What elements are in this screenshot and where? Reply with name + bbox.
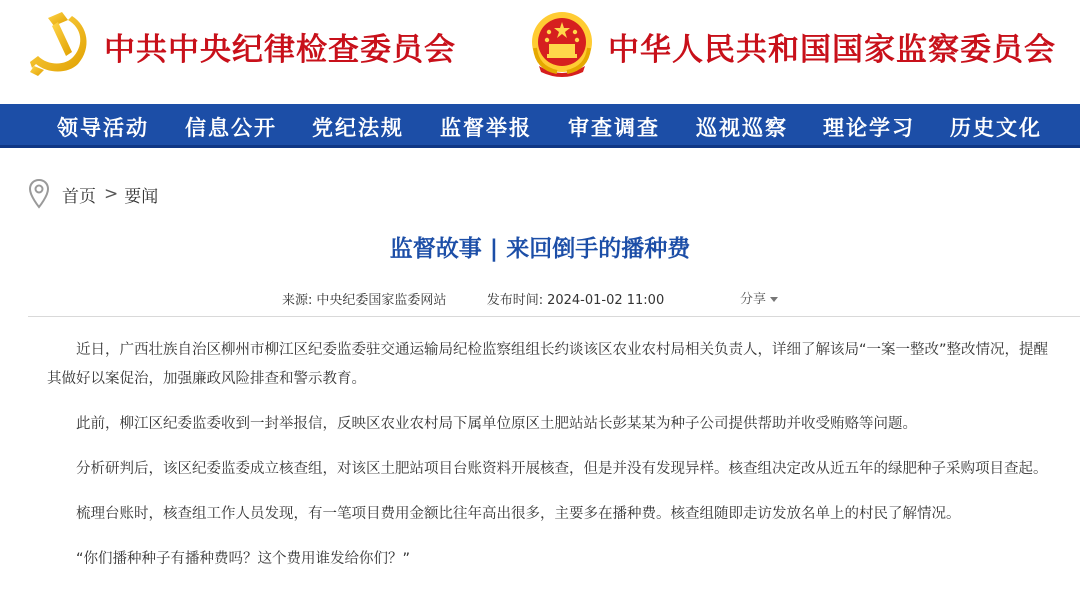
article-body <box>47 336 1057 590</box>
nav-item-regulations[interactable]: 党纪法规 <box>312 115 404 140</box>
source-value: 中央纪委国家监委网站 <box>316 293 447 308</box>
article-paragraph: 近日，广西壮族自治区柳州市柳江区纪委监委驻交通运输局纪检监察组组长约谈该区农业农村局相关负责人，详细了解该局“一案一整改”整改情况，提醒其做好以案促治，加强廉政风险排查和警示教育。 <box>47 342 1049 387</box>
article-meta <box>282 289 668 308</box>
share-label: 分享 <box>740 292 767 307</box>
breadcrumb-home-link[interactable]: 首页 <box>62 186 96 207</box>
nav-item-leadership[interactable]: 领导活动 <box>57 115 149 140</box>
nsc-title: 中华人民共和国国家监察委员会 <box>608 32 1056 68</box>
breadcrumb-current-link[interactable]: 要闻 <box>124 186 159 207</box>
nav-item-inspection[interactable]: 巡视巡察 <box>696 115 788 140</box>
nav-item-investigation[interactable]: 审查调查 <box>568 115 660 140</box>
nav-item-theory[interactable]: 理论学习 <box>823 115 915 140</box>
article-title: 监督故事 | 来回倒手的播种费 <box>389 236 691 262</box>
main-nav <box>0 104 1080 148</box>
source-label: 来源: <box>282 293 313 308</box>
cpc-ccdi-title: 中共中央纪律检查委员会 <box>104 32 456 68</box>
chevron-down-icon <box>770 297 778 302</box>
date-label: 发布时间: <box>486 293 544 308</box>
breadcrumb-separator: > <box>104 184 119 204</box>
nav-item-info[interactable]: 信息公开 <box>185 115 277 140</box>
article-paragraph: “你们播种种子有播种费吗？这个费用谁发给你们？” <box>76 551 411 567</box>
nav-item-history[interactable]: 历史文化 <box>950 115 1042 140</box>
location-pin-icon <box>28 178 50 210</box>
nav-item-report[interactable]: 监督举报 <box>440 115 532 140</box>
national-emblem-icon <box>527 8 597 80</box>
article-paragraph: 梳理台账时，核查组工作人员发现，有一笔项目费用金额比往年高出很多，主要多在播种费。核查组随即走访发放名单上的村民了解情况。 <box>76 506 961 522</box>
site-header <box>0 0 1080 104</box>
date-value: 2024-01-02 11:00 <box>547 293 665 308</box>
share-button[interactable] <box>740 288 778 307</box>
party-emblem-icon <box>28 8 94 78</box>
breadcrumb <box>28 178 158 210</box>
article-paragraph: 分析研判后，该区纪委监委成立核查组，对该区土肥站项目台账资料开展核查，但是并没有发现异样。核查组决定改从近五年的绿肥种子采购项目查起。 <box>76 461 1048 477</box>
article-paragraph: 此前，柳江区纪委监委收到一封举报信，反映区农业农村局下属单位原区土肥站站长彭某某为种子公司提供帮助并收受贿赂等问题。 <box>76 416 917 432</box>
divider <box>28 316 1080 317</box>
